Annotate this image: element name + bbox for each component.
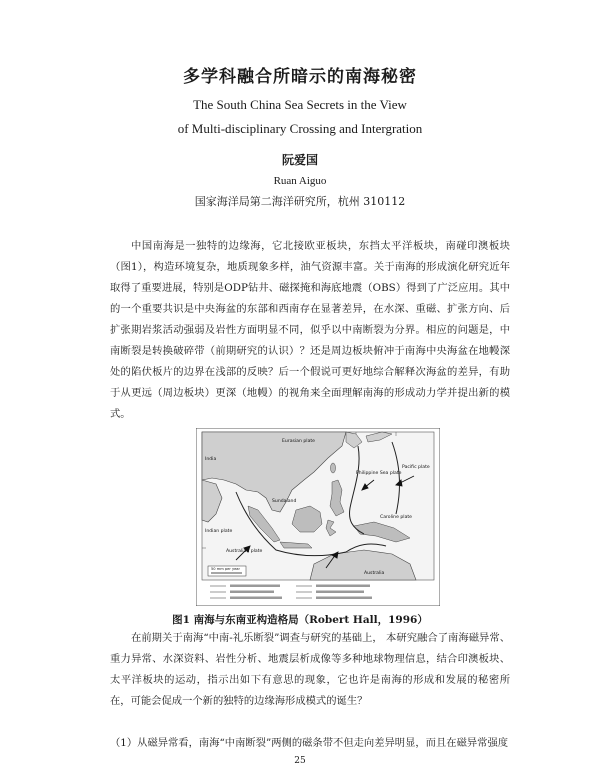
label-philippine-plate: Philippine Sea plate [356,471,402,476]
label-pacific-plate: Pacific plate [402,465,430,470]
title-english-line-2: of Multi-disciplinary Crossing and Intergration [177,121,423,136]
paragraph-study: 在前期关于南海“中南-礼乐断裂”调查与研究的基础上， 本研究融合了南海磁异常、重力异常、水深资料、岩性分析、地震层析成像等多种地球物理信息，结合印澳板块、太平洋板块的运动，指示出如下有意思的现象，它也许是南海的形成和发展的秘密所在，可能会促成一个新的独特的边缘海形成模式的诞生？ [110,632,510,707]
label-caroline-plate: Caroline plate [380,515,413,520]
label-indian-plate: Indian plate [205,529,233,534]
label-sundaland: Sundaland [272,499,297,504]
label-australia: Australia [364,571,385,576]
paragraph-point-1: （1）从磁异常看，南海“中南断裂”两侧的磁条带不但走向差异明显，而且在磁异常强度 [110,737,509,749]
author-chinese: 阮爱国 [281,153,318,167]
figure-tectonic-map [196,428,440,606]
affiliation: 国家海洋局第二海洋研究所，杭州 310112 [194,195,406,208]
label-eurasian-plate: Eurasian plate [282,439,316,444]
page-number: 25 [294,756,306,766]
author-english: Ruan Aiguo [273,175,327,187]
label-australian-plate: Australian plate [226,549,263,554]
title-english-line-1: The South China Sea Secrets in the View [193,97,407,112]
paragraph-intro: 中国南海是一独特的边缘海，它北接欧亚板块，东挡太平洋板块，南碰印澳板块（图1），构造环境复杂，地质现象多样，油气资源丰富。关于南海的形成演化研究近年取得了重要进展，特别是ODP钻井、磁探掩和海底地震（OBS）得到了广泛应用。其中的一个重要共识是中央海盆的东部和西南存在显著差异，在水深、重磁、扩张方向、后扩张期岩浆活动强弱及岩性方面明显不同，似乎以中南断裂为分界。相应的问题是，中南断裂是转换破碎带（前期研究的认识）？还是周边板块俯冲于南海中央海盆在地幔深处的陷伏板片的边界在浅部的反映？后一个假说可更好地综合解释次海盆的差异，有助于从更远（周边板块）更深（地幔）的视角来全面理解南海的形成动力学并提出新的模式。 [110,240,510,420]
scale-label: 50 mm per year [211,567,240,571]
label-india: India [205,457,217,462]
title-chinese: 多学科融合所暗示的南海秘密 [183,67,417,87]
figure-caption: 图1 南海与东南亚构造格局（Robert Hall，1996） [172,614,428,626]
